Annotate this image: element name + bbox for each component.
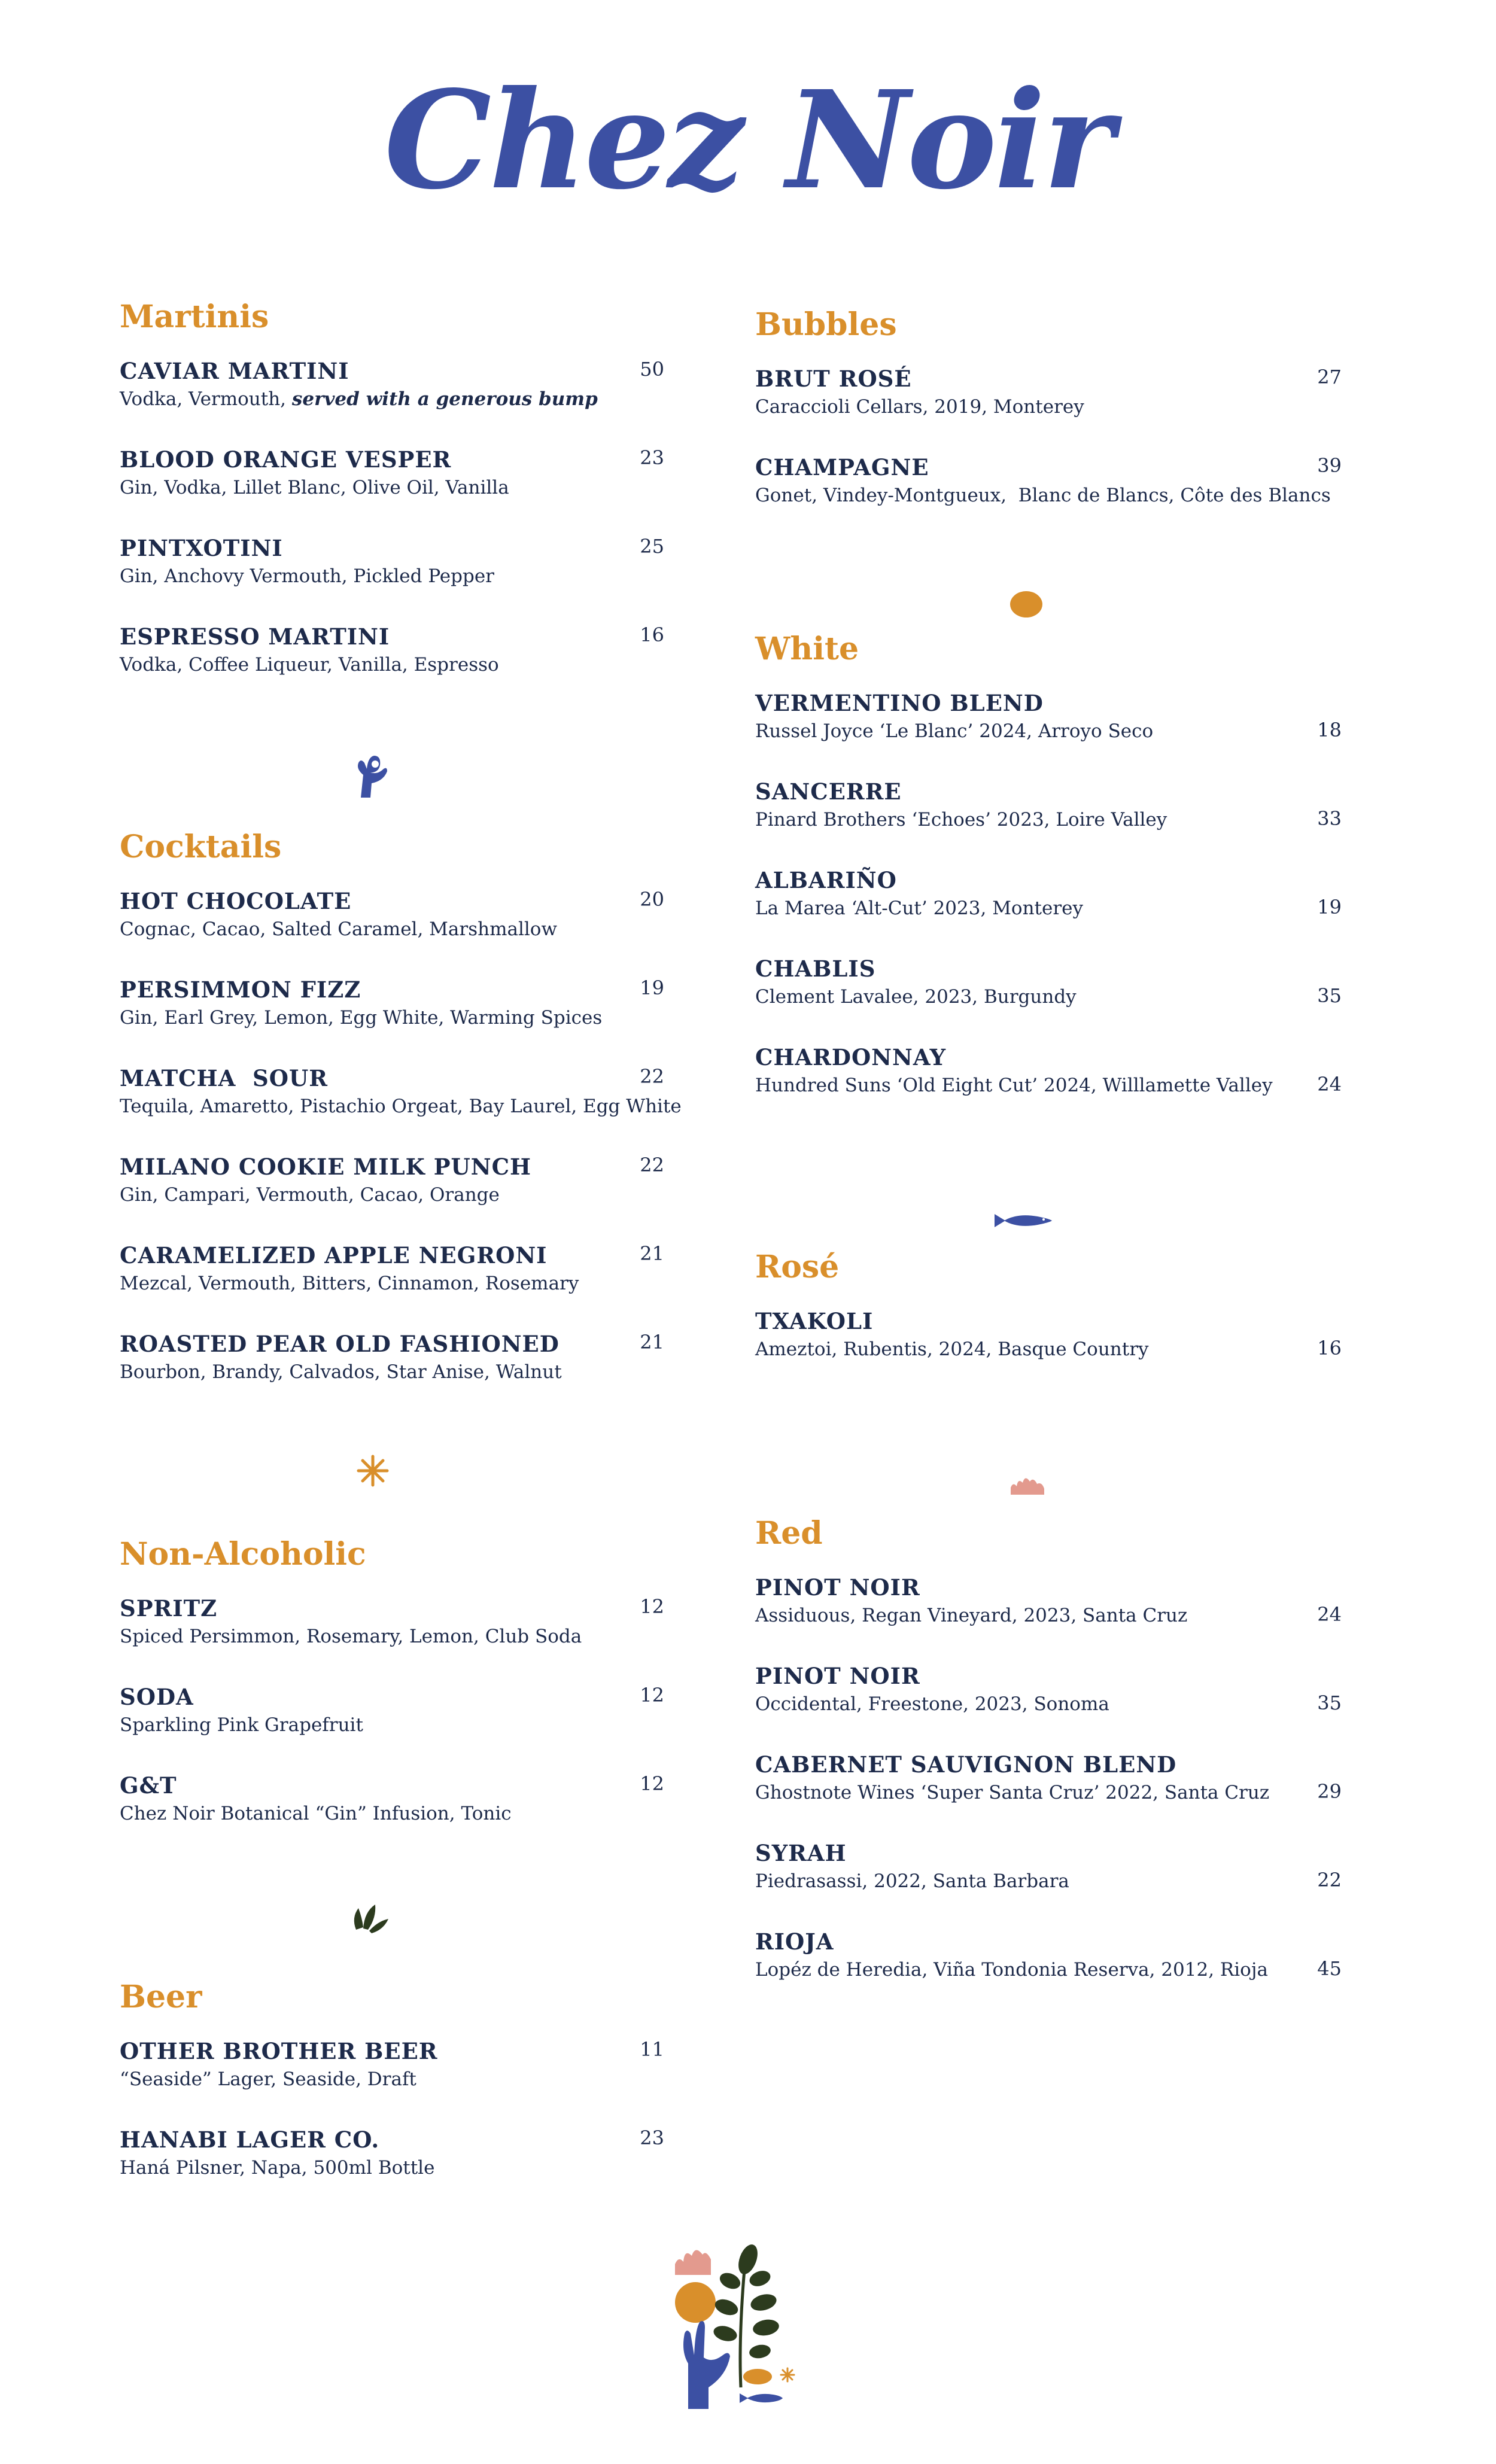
- section-cocktails: [120, 826, 682, 1406]
- menu-item: [755, 942, 1342, 1030]
- item-description: “Seaside” Lager, Seaside, Draft: [120, 2068, 416, 2090]
- item-price: 16: [1317, 1337, 1342, 1359]
- leaf-icon: [350, 1900, 392, 1936]
- item-price: 22: [640, 1154, 664, 1176]
- item-name: MILANO COOKIE MILK PUNCH: [120, 1154, 532, 1180]
- item-price: 22: [640, 1065, 664, 1088]
- item-name: HANABI LAGER CO.: [120, 2127, 380, 2153]
- menu-item: [755, 1294, 1342, 1383]
- item-name: SYRAH: [755, 1840, 847, 1866]
- item-description: Ameztoi, Rubentis, 2024, Basque Country: [755, 1339, 1149, 1360]
- item-name: TXAKOLI: [755, 1308, 874, 1334]
- section-bubbles: [755, 304, 1342, 529]
- item-name: CHABLIS: [755, 956, 876, 982]
- menu-item: [755, 765, 1342, 853]
- item-description: Clement Lavalee, 2023, Burgundy: [755, 986, 1077, 1008]
- item-description: Hundred Suns ‘Old Eight Cut’ 2024, Willlamette Valley: [755, 1075, 1273, 1096]
- item-name: PINTXOTINI: [120, 535, 283, 561]
- item-name: HOT CHOCOLATE: [120, 888, 352, 914]
- menu-item: [755, 1915, 1342, 2003]
- menu-item: [120, 344, 664, 433]
- section-title: Cocktails: [120, 829, 282, 865]
- item-price: 12: [640, 1684, 664, 1706]
- section-white: [755, 628, 1342, 1119]
- item-price: 39: [1317, 454, 1342, 477]
- orange-dot-icon: [1008, 589, 1044, 619]
- item-description: Russel Joyce ‘Le Blanc’ 2024, Arroyo Seco: [755, 720, 1154, 742]
- item-description-emphasis: served with a generous bump: [291, 388, 598, 410]
- item-description: Haná Pilsner, Napa, 500ml Bottle: [120, 2157, 435, 2179]
- item-name: ESPRESSO MARTINI: [120, 623, 390, 650]
- item-price: 33: [1317, 807, 1342, 830]
- item-price: 11: [640, 2038, 664, 2061]
- item-price: 45: [1317, 1957, 1342, 1980]
- section-rose: [755, 1246, 1342, 1383]
- item-price: 21: [640, 1331, 664, 1353]
- menu-item: [120, 2024, 664, 2113]
- item-name: SODA: [120, 1684, 194, 1710]
- section-title: White: [755, 631, 859, 667]
- item-price: 29: [1317, 1780, 1342, 1803]
- item-name: BRUT ROSÉ: [755, 366, 912, 392]
- item-description: Cognac, Cacao, Salted Caramel, Marshmallow: [120, 918, 557, 940]
- section-title: Rosé: [755, 1249, 840, 1285]
- menu-item: [120, 2113, 664, 2201]
- item-price: 12: [640, 1772, 664, 1795]
- coral-icon: [1010, 1473, 1045, 1496]
- menu-item: [755, 1560, 1342, 1649]
- menu-item: [120, 433, 664, 521]
- item-name: VERMENTINO BLEND: [755, 690, 1044, 716]
- item-name: PINOT NOIR: [755, 1663, 920, 1689]
- menu-item: [120, 1581, 664, 1670]
- menu-item: [755, 1826, 1342, 1915]
- item-price: 24: [1317, 1603, 1342, 1626]
- item-description: Gin, Campari, Vermouth, Cacao, Orange: [120, 1184, 500, 1206]
- item-description: Gonet, Vindey-Montgueux, Blanc de Blancs, Côte des Blancs: [755, 485, 1331, 506]
- item-price: 50: [640, 358, 664, 381]
- menu-item: [120, 1228, 664, 1317]
- item-name: G&T: [120, 1772, 177, 1799]
- item-description: Chez Noir Botanical “Gin” Infusion, Tonic: [120, 1803, 512, 1824]
- item-name: CABERNET SAUVIGNON BLEND: [755, 1751, 1177, 1778]
- item-price: 20: [640, 888, 664, 911]
- collage-icon: [670, 2238, 802, 2411]
- item-name: BLOOD ORANGE VESPER: [120, 446, 452, 473]
- item-name: RIOJA: [755, 1928, 834, 1955]
- item-description: Pinard Brothers ‘Echoes’ 2023, Loire Valley: [755, 809, 1167, 831]
- item-price: 23: [640, 446, 664, 469]
- item-name: SPRITZ: [120, 1595, 218, 1622]
- item-price: 18: [1317, 719, 1342, 741]
- item-description: Occidental, Freestone, 2023, Sonoma: [755, 1693, 1109, 1715]
- section-title: Non-Alcoholic: [120, 1536, 366, 1572]
- item-price: 12: [640, 1595, 664, 1618]
- item-description: Lopéz de Heredia, Viña Tondonia Reserva, 2012, Rioja: [755, 1959, 1268, 1981]
- item-price: 25: [640, 535, 664, 558]
- item-description: Assiduous, Regan Vineyard, 2023, Santa Cruz: [755, 1605, 1188, 1626]
- item-name: CHARDONNAY: [755, 1044, 947, 1070]
- section-non-alcoholic: [120, 1534, 664, 1847]
- menu-item: [755, 1738, 1342, 1826]
- item-description: Vodka, Coffee Liqueur, Vanilla, Espresso: [120, 654, 499, 676]
- section-title: Bubbles: [755, 306, 897, 343]
- item-price: 19: [640, 977, 664, 999]
- menu-item: [120, 610, 664, 698]
- menu-item: [755, 352, 1342, 440]
- item-price: 24: [1317, 1073, 1342, 1096]
- menu-item: [120, 521, 664, 610]
- menu-item: [755, 1030, 1342, 1119]
- menu-item: [120, 1140, 664, 1228]
- menu-item: [755, 1649, 1342, 1738]
- item-description: Gin, Earl Grey, Lemon, Egg White, Warming Spices: [120, 1007, 603, 1029]
- hand-icon: [350, 751, 392, 799]
- item-price: 35: [1317, 1692, 1342, 1714]
- menu-item: [120, 963, 664, 1051]
- item-description: Sparkling Pink Grapefruit: [120, 1714, 363, 1736]
- item-price: 19: [1317, 896, 1342, 918]
- section-title: Beer: [120, 1979, 202, 2015]
- item-description: Tequila, Amaretto, Pistachio Orgeat, Bay Laurel, Egg White: [120, 1096, 682, 1117]
- item-price: 23: [640, 2127, 664, 2149]
- item-name: CARAMELIZED APPLE NEGRONI: [120, 1242, 548, 1268]
- section-title: Martinis: [120, 299, 269, 335]
- item-name: OTHER BROTHER BEER: [120, 2038, 438, 2064]
- item-name: CAVIAR MARTINI: [120, 358, 349, 384]
- asterisk-icon: [356, 1454, 390, 1487]
- item-name: CHAMPAGNE: [755, 454, 929, 480]
- item-description: Gin, Vodka, Lillet Blanc, Olive Oil, Vanilla: [120, 477, 509, 498]
- item-description: Spiced Persimmon, Rosemary, Lemon, Club Soda: [120, 1626, 582, 1647]
- item-description: Vodka, Vermouth, served with a generous bump: [120, 388, 598, 410]
- menu-item: [755, 853, 1342, 942]
- fish-icon: [993, 1212, 1053, 1230]
- menu-item: [120, 1670, 664, 1759]
- item-name: ROASTED PEAR OLD FASHIONED: [120, 1331, 560, 1357]
- item-name: MATCHA SOUR: [120, 1065, 329, 1091]
- item-description: Ghostnote Wines ‘Super Santa Cruz’ 2022, Santa Cruz: [755, 1782, 1270, 1803]
- section-beer: [120, 1976, 664, 2201]
- item-name: PINOT NOIR: [755, 1574, 920, 1601]
- menu-item: [755, 676, 1342, 765]
- menu-item: [120, 1317, 664, 1406]
- menu-item: [120, 874, 664, 963]
- section-martinis: [120, 296, 664, 698]
- item-description: Bourbon, Brandy, Calvados, Star Anise, Walnut: [120, 1361, 562, 1383]
- item-name: PERSIMMON FIZZ: [120, 977, 361, 1003]
- item-price: 16: [640, 623, 664, 646]
- item-description: Caraccioli Cellars, 2019, Monterey: [755, 396, 1084, 418]
- section-title: Red: [755, 1515, 823, 1552]
- menu-item: [120, 1051, 682, 1140]
- item-price: 21: [640, 1242, 664, 1265]
- menu-item: [755, 440, 1342, 529]
- item-name: ALBARIÑO: [755, 867, 897, 893]
- item-price: 35: [1317, 984, 1342, 1007]
- menu-item: [120, 1759, 664, 1847]
- item-name: SANCERRE: [755, 778, 902, 805]
- section-red: [755, 1513, 1342, 2003]
- item-price: 27: [1317, 366, 1342, 388]
- item-description: Piedrasassi, 2022, Santa Barbara: [755, 1870, 1069, 1892]
- item-description: Gin, Anchovy Vermouth, Pickled Pepper: [120, 565, 494, 587]
- item-description: Mezcal, Vermouth, Bitters, Cinnamon, Rosemary: [120, 1273, 579, 1294]
- item-price: 22: [1317, 1869, 1342, 1891]
- page-title: Chez Noir: [384, 62, 1112, 220]
- item-description: La Marea ‘Alt-Cut’ 2023, Monterey: [755, 898, 1084, 919]
